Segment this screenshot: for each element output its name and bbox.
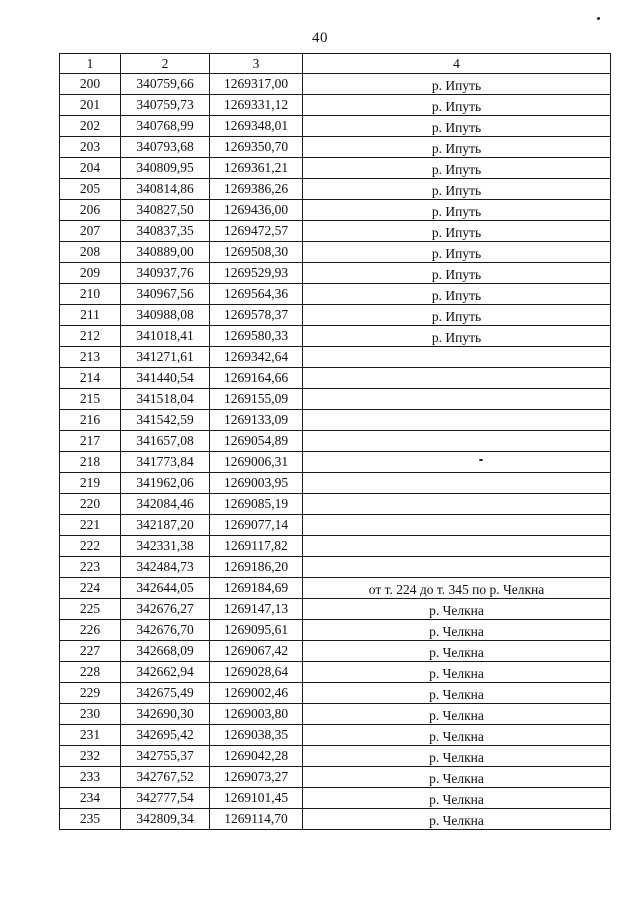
column-header-y: 3 [210,54,303,74]
point-number-cell: 209 [60,263,121,284]
column-header-x: 2 [121,54,210,74]
y-coordinate-cell: 1269436,00 [210,200,303,221]
table-row [60,242,611,263]
point-number-cell: 200 [60,74,121,95]
table-row [60,683,611,704]
x-coordinate-cell: 341271,61 [121,347,210,368]
table-row [60,368,611,389]
y-coordinate-cell: 1269331,12 [210,95,303,116]
y-coordinate-cell: 1269101,45 [210,788,303,809]
point-number-cell: 216 [60,410,121,431]
description-cell: р. Ипуть [303,74,611,95]
description-cell: р. Ипуть [303,179,611,200]
table-row [60,95,611,116]
point-number-cell: 226 [60,620,121,641]
point-number-cell: 213 [60,347,121,368]
description-cell: р. Ипуть [303,263,611,284]
x-coordinate-cell: 341773,84 [121,452,210,473]
point-number-cell: 219 [60,473,121,494]
x-coordinate-cell: 340759,73 [121,95,210,116]
x-coordinate-cell: 340768,99 [121,116,210,137]
description-cell: р. Ипуть [303,200,611,221]
description-cell: р. Ипуть [303,158,611,179]
point-number-cell: 225 [60,599,121,620]
table-row [60,179,611,200]
point-number-cell: 207 [60,221,121,242]
point-number-cell: 211 [60,305,121,326]
scan-artifact-dot [597,17,600,20]
description-cell: р. Челкна [303,662,611,683]
description-cell: р. Ипуть [303,284,611,305]
y-coordinate-cell: 1269350,70 [210,137,303,158]
point-number-cell: 228 [60,662,121,683]
y-coordinate-cell: 1269095,61 [210,620,303,641]
point-number-cell: 204 [60,158,121,179]
x-coordinate-cell: 342644,05 [121,578,210,599]
y-coordinate-cell: 1269578,37 [210,305,303,326]
description-cell: от т. 224 до т. 345 по р. Челкна [303,578,611,599]
point-number-cell: 230 [60,704,121,725]
x-coordinate-cell: 342809,34 [121,809,210,830]
table-row [60,746,611,767]
point-number-cell: 212 [60,326,121,347]
table-row [60,305,611,326]
y-coordinate-cell: 1269133,09 [210,410,303,431]
table-row [60,473,611,494]
table-row [60,704,611,725]
y-coordinate-cell: 1269054,89 [210,431,303,452]
description-cell: р. Ипуть [303,137,611,158]
description-cell [303,368,611,389]
table-header-row [60,54,611,74]
description-cell: р. Челкна [303,641,611,662]
point-number-cell: 233 [60,767,121,788]
table-row [60,641,611,662]
table-row [60,578,611,599]
table-row [60,767,611,788]
description-cell: р. Ипуть [303,116,611,137]
coordinates-table [59,53,611,830]
y-coordinate-cell: 1269580,33 [210,326,303,347]
table-row [60,263,611,284]
x-coordinate-cell: 342662,94 [121,662,210,683]
description-cell [303,452,611,473]
x-coordinate-cell: 340988,08 [121,305,210,326]
x-coordinate-cell: 341440,54 [121,368,210,389]
description-cell: р. Челкна [303,746,611,767]
description-cell: р. Челкна [303,725,611,746]
point-number-cell: 235 [60,809,121,830]
y-coordinate-cell: 1269006,31 [210,452,303,473]
y-coordinate-cell: 1269184,69 [210,578,303,599]
table-row [60,410,611,431]
x-coordinate-cell: 340759,66 [121,74,210,95]
y-coordinate-cell: 1269164,66 [210,368,303,389]
x-coordinate-cell: 340793,68 [121,137,210,158]
y-coordinate-cell: 1269186,20 [210,557,303,578]
point-number-cell: 232 [60,746,121,767]
x-coordinate-cell: 342676,27 [121,599,210,620]
y-coordinate-cell: 1269002,46 [210,683,303,704]
point-number-cell: 205 [60,179,121,200]
point-number-cell: 202 [60,116,121,137]
point-number-cell: 222 [60,536,121,557]
point-number-cell: 229 [60,683,121,704]
y-coordinate-cell: 1269472,57 [210,221,303,242]
y-coordinate-cell: 1269114,70 [210,809,303,830]
table-row [60,158,611,179]
y-coordinate-cell: 1269073,27 [210,767,303,788]
x-coordinate-cell: 340837,35 [121,221,210,242]
table-row [60,452,611,473]
y-coordinate-cell: 1269361,21 [210,158,303,179]
x-coordinate-cell: 342484,73 [121,557,210,578]
description-cell [303,389,611,410]
y-coordinate-cell: 1269508,30 [210,242,303,263]
y-coordinate-cell: 1269342,64 [210,347,303,368]
y-coordinate-cell: 1269155,09 [210,389,303,410]
description-cell [303,494,611,515]
column-header-point: 1 [60,54,121,74]
point-number-cell: 206 [60,200,121,221]
description-cell: р. Ипуть [303,221,611,242]
y-coordinate-cell: 1269003,95 [210,473,303,494]
point-number-cell: 231 [60,725,121,746]
y-coordinate-cell: 1269042,28 [210,746,303,767]
point-number-cell: 224 [60,578,121,599]
point-number-cell: 214 [60,368,121,389]
y-coordinate-cell: 1269529,93 [210,263,303,284]
description-cell [303,515,611,536]
point-number-cell: 217 [60,431,121,452]
description-cell: р. Челкна [303,788,611,809]
x-coordinate-cell: 342777,54 [121,788,210,809]
table-body [60,74,611,830]
page-number: 40 [312,30,328,46]
table-row [60,137,611,158]
table-row [60,221,611,242]
description-cell [303,431,611,452]
y-coordinate-cell: 1269003,80 [210,704,303,725]
x-coordinate-cell: 340827,50 [121,200,210,221]
table-row [60,662,611,683]
table-row [60,557,611,578]
x-coordinate-cell: 342331,38 [121,536,210,557]
point-number-cell: 220 [60,494,121,515]
y-coordinate-cell: 1269348,01 [210,116,303,137]
description-cell: р. Ипуть [303,326,611,347]
description-cell: р. Ипуть [303,305,611,326]
y-coordinate-cell: 1269085,19 [210,494,303,515]
description-cell [303,473,611,494]
table-row [60,536,611,557]
table-row [60,809,611,830]
y-coordinate-cell: 1269028,64 [210,662,303,683]
point-number-cell: 234 [60,788,121,809]
x-coordinate-cell: 341518,04 [121,389,210,410]
x-coordinate-cell: 340967,56 [121,284,210,305]
y-coordinate-cell: 1269117,82 [210,536,303,557]
y-coordinate-cell: 1269147,13 [210,599,303,620]
x-coordinate-cell: 341657,08 [121,431,210,452]
x-coordinate-cell: 342675,49 [121,683,210,704]
description-cell [303,347,611,368]
x-coordinate-cell: 342187,20 [121,515,210,536]
description-cell: р. Челкна [303,620,611,641]
x-coordinate-cell: 342755,37 [121,746,210,767]
y-coordinate-cell: 1269564,36 [210,284,303,305]
x-coordinate-cell: 341542,59 [121,410,210,431]
point-number-cell: 208 [60,242,121,263]
description-cell: р. Челкна [303,599,611,620]
table-row [60,725,611,746]
description-cell: р. Ипуть [303,95,611,116]
description-cell: р. Челкна [303,704,611,725]
table-row [60,347,611,368]
y-coordinate-cell: 1269386,26 [210,179,303,200]
y-coordinate-cell: 1269038,35 [210,725,303,746]
description-cell [303,536,611,557]
table-row [60,389,611,410]
column-header-description: 4 [303,54,611,74]
description-cell: р. Ипуть [303,242,611,263]
point-number-cell: 203 [60,137,121,158]
table-row [60,74,611,95]
point-number-cell: 221 [60,515,121,536]
table-row [60,200,611,221]
table-row [60,431,611,452]
x-coordinate-cell: 342690,30 [121,704,210,725]
point-number-cell: 201 [60,95,121,116]
x-coordinate-cell: 340889,00 [121,242,210,263]
table-row [60,326,611,347]
x-coordinate-cell: 340809,95 [121,158,210,179]
x-coordinate-cell: 340937,76 [121,263,210,284]
table-row [60,515,611,536]
x-coordinate-cell: 342695,42 [121,725,210,746]
x-coordinate-cell: 342668,09 [121,641,210,662]
table-row [60,116,611,137]
table-row [60,284,611,305]
x-coordinate-cell: 341962,06 [121,473,210,494]
point-number-cell: 215 [60,389,121,410]
table-row [60,599,611,620]
point-number-cell: 223 [60,557,121,578]
point-number-cell: 227 [60,641,121,662]
table-row [60,494,611,515]
x-coordinate-cell: 340814,86 [121,179,210,200]
description-cell: р. Челкна [303,683,611,704]
y-coordinate-cell: 1269317,00 [210,74,303,95]
table-row [60,620,611,641]
description-cell [303,557,611,578]
y-coordinate-cell: 1269067,42 [210,641,303,662]
x-coordinate-cell: 341018,41 [121,326,210,347]
x-coordinate-cell: 342084,46 [121,494,210,515]
description-cell: р. Челкна [303,809,611,830]
point-number-cell: 218 [60,452,121,473]
point-number-cell: 210 [60,284,121,305]
y-coordinate-cell: 1269077,14 [210,515,303,536]
x-coordinate-cell: 342767,52 [121,767,210,788]
description-cell [303,410,611,431]
table-row [60,788,611,809]
x-coordinate-cell: 342676,70 [121,620,210,641]
description-cell: р. Челкна [303,767,611,788]
